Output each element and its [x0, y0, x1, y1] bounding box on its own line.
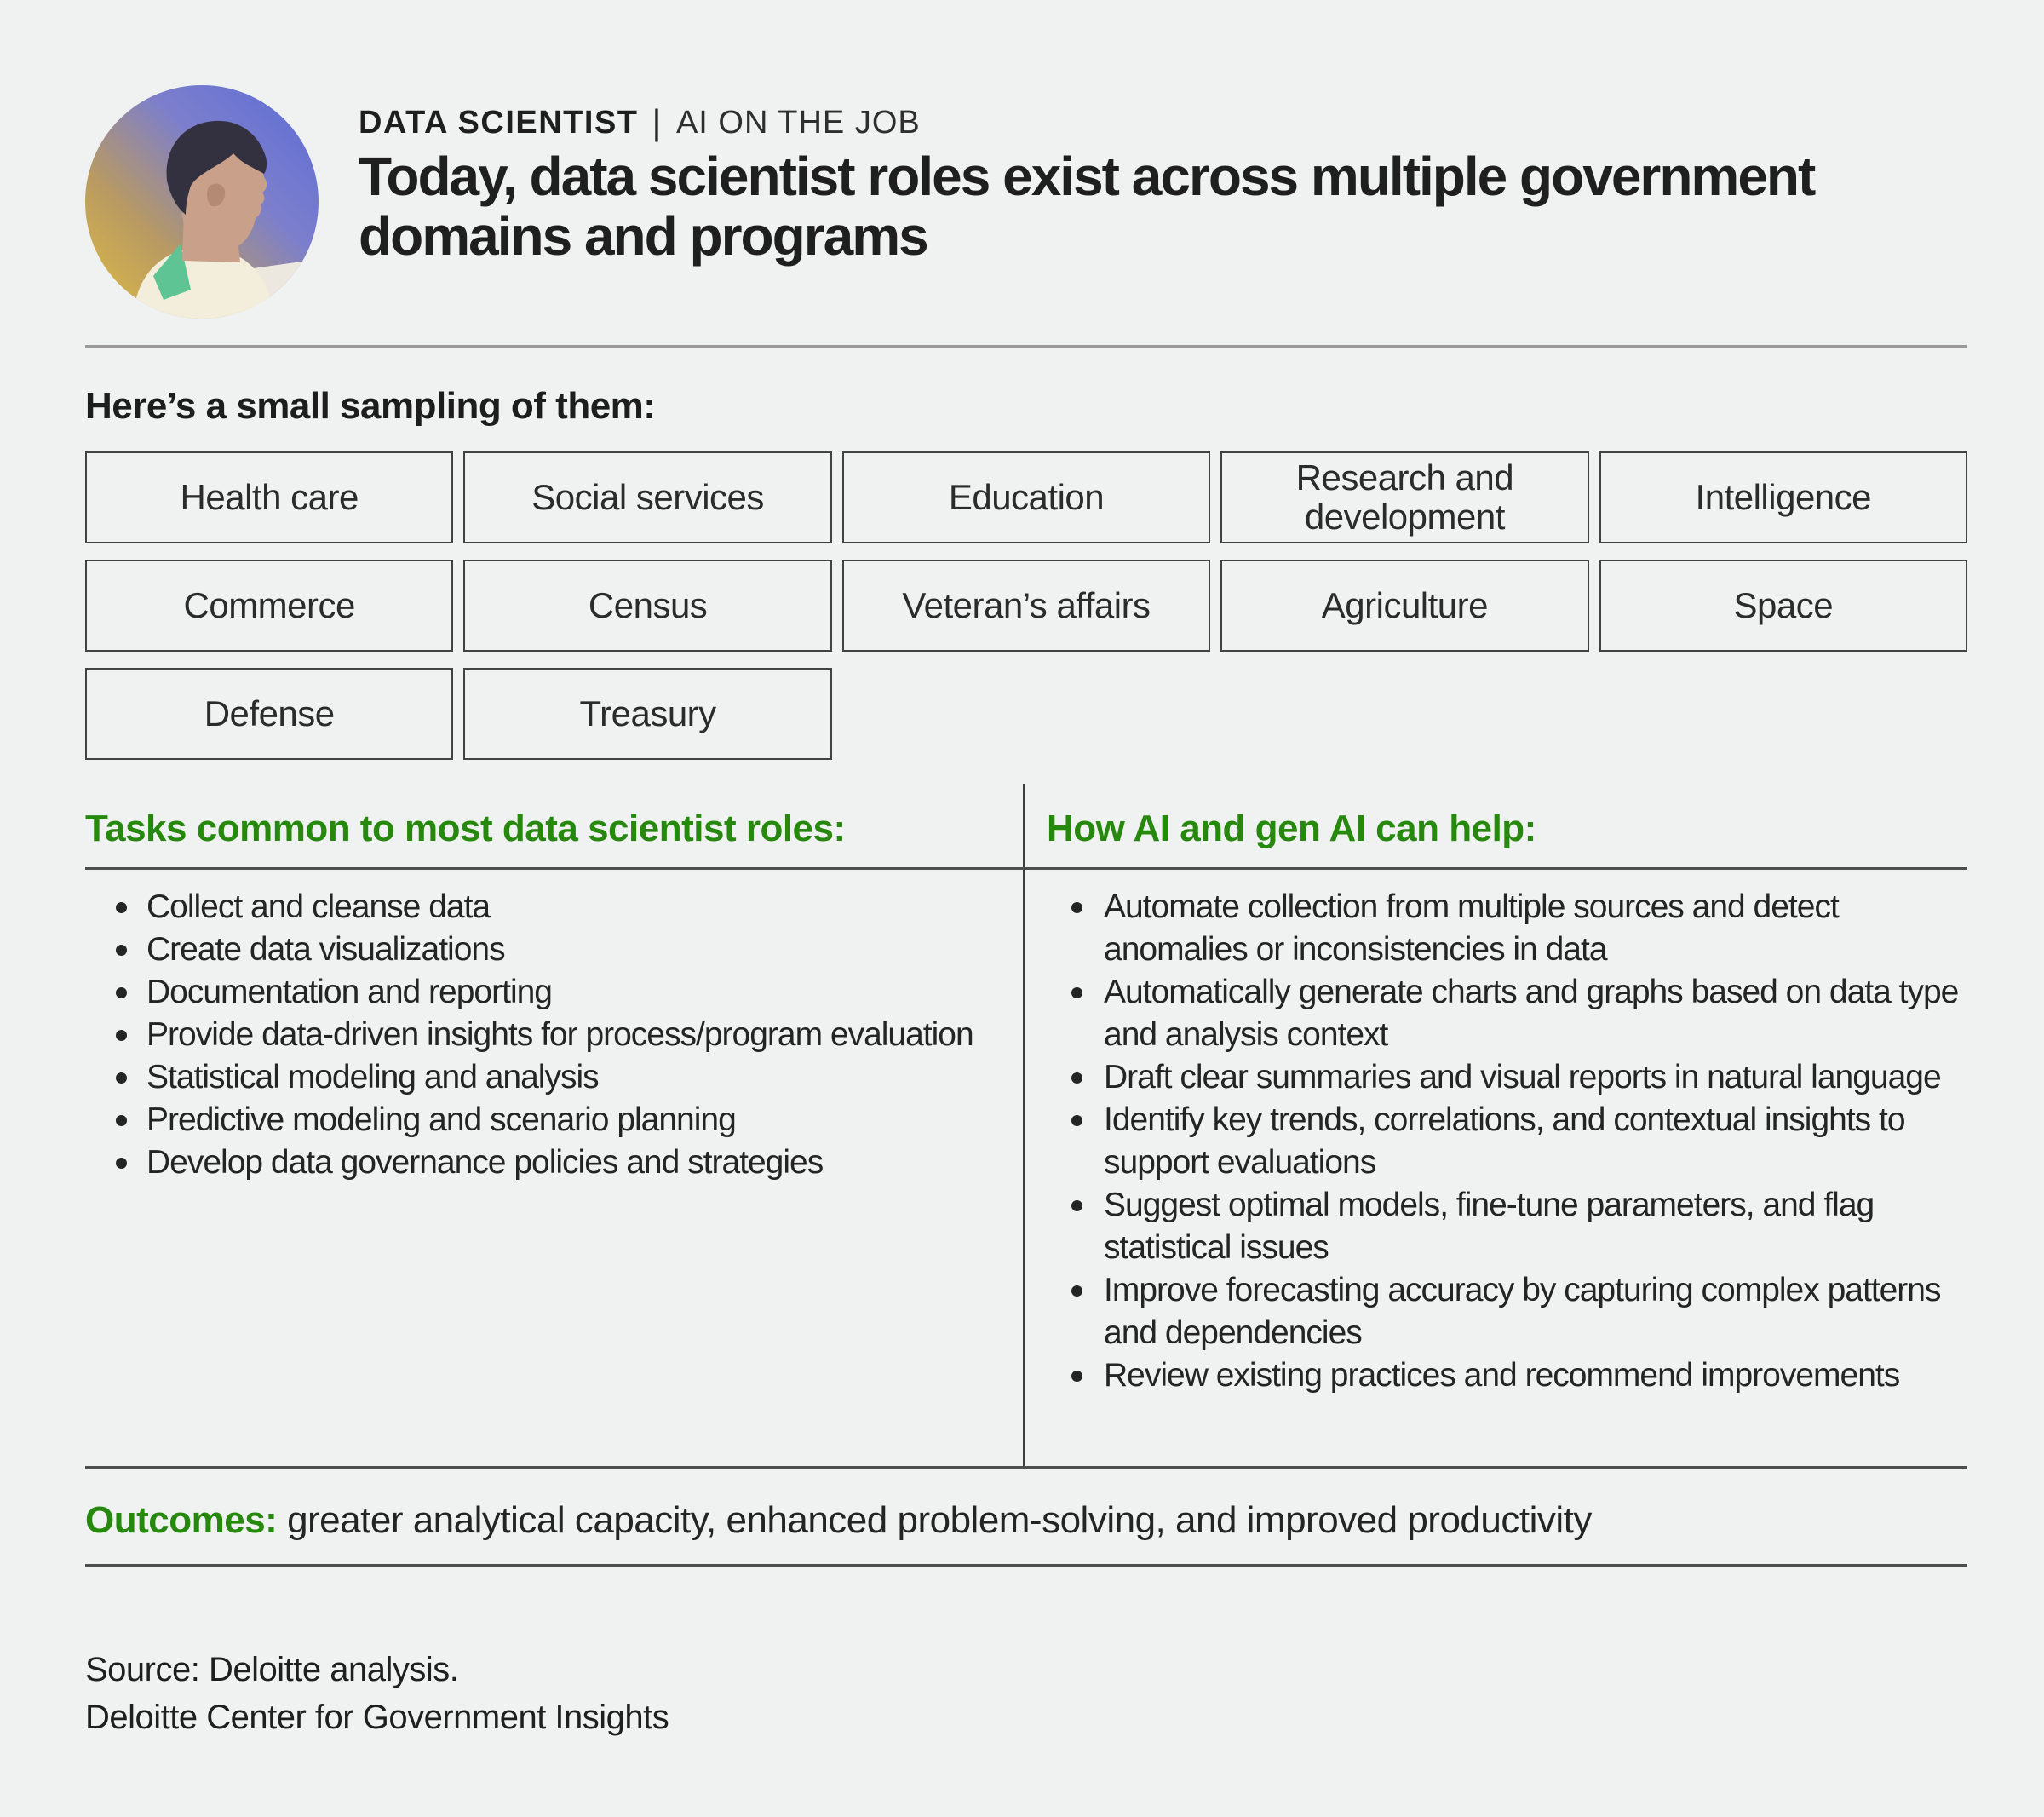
domain-box: Research and development — [1220, 451, 1588, 543]
domain-grid — [85, 451, 1967, 760]
columns-bottom-rule — [85, 1466, 1967, 1469]
source-line: Source: Deloitte analysis. — [85, 1651, 459, 1688]
tasks-list — [85, 886, 996, 1184]
domain-box: Education — [842, 451, 1210, 543]
domain-box: Treasury — [463, 668, 831, 760]
columns-top-rule — [85, 867, 1967, 870]
page-title-line-2: domains and programs — [359, 205, 927, 267]
task-item: Statistical modeling and analysis — [85, 1056, 996, 1099]
ai-help-item: Identify key trends, correlations, and contextual insights to support evaluations — [1047, 1099, 1967, 1184]
ai-help-item: Automatically generate charts and graphs based on data type and analysis context — [1047, 971, 1967, 1056]
eyebrow-separator: | — [652, 102, 663, 142]
outcomes-line — [85, 1499, 1967, 1542]
data-scientist-profile-illustration — [85, 85, 319, 319]
task-item: Provide data-driven insights for process/program evaluation — [85, 1014, 996, 1056]
ai-help-item: Improve forecasting accuracy by capturing complex patterns and dependencies — [1047, 1269, 1967, 1354]
task-item: Develop data governance policies and strategies — [85, 1141, 996, 1184]
task-item: Documentation and reporting — [85, 971, 996, 1014]
outcomes-text: greater analytical capacity, enhanced problem-solving, and improved productivity — [287, 1499, 1592, 1541]
task-item: Predictive modeling and scenario planning — [85, 1099, 996, 1141]
domain-box: Social services — [463, 451, 831, 543]
page-title-line-1: Today, data scientist roles exist across multiple government — [359, 146, 1815, 207]
ai-help-item: Suggest optimal models, fine-tune parameters, and flag statistical issues — [1047, 1184, 1967, 1269]
domain-box: Defense — [85, 668, 453, 760]
column-divider — [1023, 784, 1025, 1466]
domain-box: Intelligence — [1599, 451, 1967, 543]
domain-box: Space — [1599, 560, 1967, 652]
domain-box: Veteran’s affairs — [842, 560, 1210, 652]
outcomes-label: Outcomes: — [85, 1499, 278, 1541]
ai-help-item: Automate collection from multiple sources and detect anomalies or inconsistencies in data — [1047, 886, 1967, 971]
sampling-label: Here’s a small sampling of them: — [85, 385, 656, 427]
tasks-heading: Tasks common to most data scientist roles: — [85, 808, 846, 849]
avatar — [85, 85, 319, 319]
header-divider-rule — [85, 345, 1967, 348]
eyebrow-series-label: AI ON THE JOB — [675, 105, 921, 141]
source-block — [85, 1646, 669, 1741]
domain-box: Commerce — [85, 560, 453, 652]
domain-box: Agriculture — [1220, 560, 1588, 652]
ai-help-heading: How AI and gen AI can help: — [1047, 808, 1536, 849]
task-item: Create data visualizations — [85, 929, 996, 971]
domain-box: Census — [463, 560, 831, 652]
eyebrow-role-label: DATA SCIENTIST — [359, 105, 639, 141]
ai-help-item: Draft clear summaries and visual reports in natural language — [1047, 1056, 1967, 1099]
eyebrow — [359, 102, 921, 143]
ai-help-list — [1047, 886, 1967, 1397]
source-line: Deloitte Center for Government Insights — [85, 1699, 669, 1736]
outcomes-bottom-rule — [85, 1564, 1967, 1567]
task-item: Collect and cleanse data — [85, 886, 996, 929]
ai-help-item: Review existing practices and recommend improvements — [1047, 1354, 1967, 1397]
page-title — [359, 147, 1814, 266]
domain-box: Health care — [85, 451, 453, 543]
